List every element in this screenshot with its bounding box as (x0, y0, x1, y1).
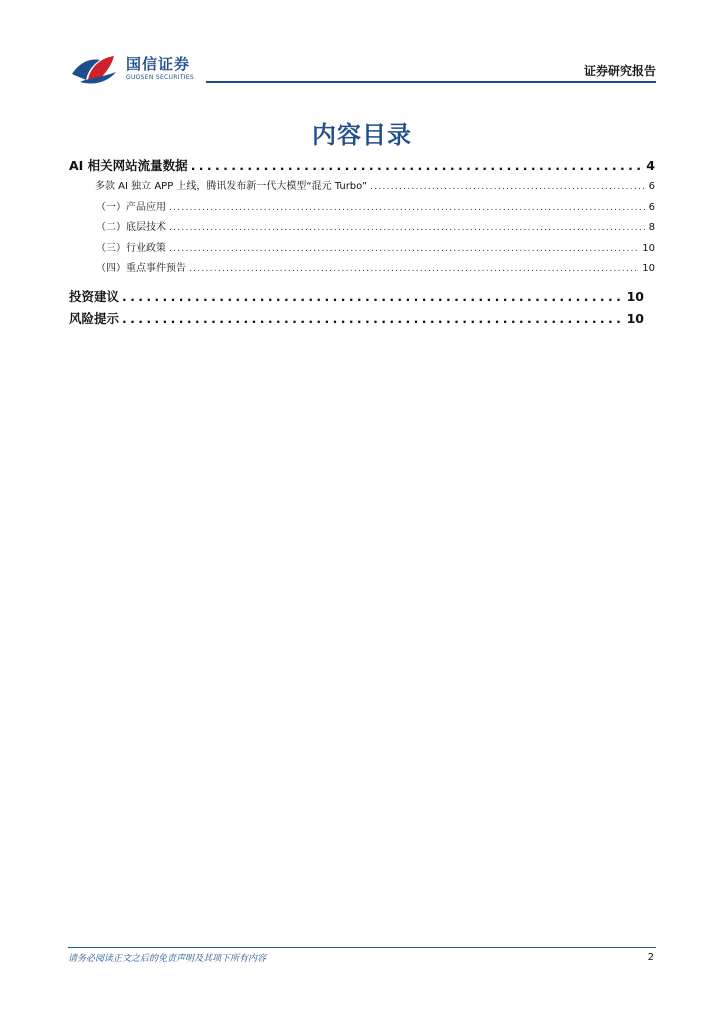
toc-entry-title: （二）底层技术 (96, 222, 166, 233)
toc-leader-dots (169, 239, 639, 260)
footer-disclaimer: 请务必阅读正文之后的免责声明及其项下所有内容 (68, 954, 267, 964)
toc-entry[interactable] (69, 218, 655, 239)
toc-entry[interactable] (69, 177, 655, 198)
toc-leader-dots (169, 198, 646, 219)
toc-leader-dots (122, 286, 624, 308)
logo-chinese-name: 国信证券 (126, 55, 191, 73)
guosen-logo-icon (70, 52, 120, 86)
toc-entry-page: 8 (648, 222, 655, 233)
table-of-contents (69, 155, 655, 330)
toc-entry-title: （一）产品应用 (96, 201, 166, 213)
toc-entry-title: 风险提示 (69, 310, 120, 326)
toc-leader-dots (370, 177, 646, 198)
toc-entry[interactable] (69, 308, 655, 330)
toc-entry-page: 6 (648, 181, 655, 192)
toc-title: 内容目录 (312, 121, 412, 149)
toc-entry-title: AI 相关网站流量数据 (69, 158, 188, 173)
toc-entry[interactable] (69, 286, 655, 308)
footer-divider (68, 947, 656, 948)
toc-entry-page: 10 (626, 310, 644, 326)
toc-entry-page: 10 (642, 263, 655, 274)
toc-leader-dots (191, 155, 644, 177)
toc-leader-dots (169, 218, 646, 239)
report-type-label: 证券研究报告 (583, 64, 656, 78)
page-header (0, 0, 724, 90)
toc-entry[interactable] (69, 259, 655, 280)
toc-entry[interactable] (69, 155, 655, 177)
header-divider (206, 81, 656, 83)
toc-entry[interactable] (69, 198, 655, 219)
company-logo (70, 52, 194, 86)
logo-english-name: GUOSEN SECURITIES (126, 74, 195, 81)
toc-leader-dots (122, 308, 624, 330)
toc-entry-title: （三）行业政策 (96, 242, 166, 254)
page-number: 2 (647, 952, 654, 963)
toc-entry-title: 投资建议 (69, 288, 120, 304)
toc-entry-title: （四）重点事件预告 (96, 263, 186, 274)
toc-entry-page: 6 (648, 201, 655, 213)
toc-leader-dots (189, 259, 639, 280)
toc-entry-page: 4 (646, 158, 655, 173)
toc-entry[interactable] (69, 239, 655, 260)
toc-entry-page: 10 (626, 288, 644, 304)
toc-entry-title: 多款 AI 独立 APP 上线，腾讯发布新一代大模型“混元 Turbo” (95, 181, 368, 192)
toc-entry-page: 10 (642, 242, 655, 254)
